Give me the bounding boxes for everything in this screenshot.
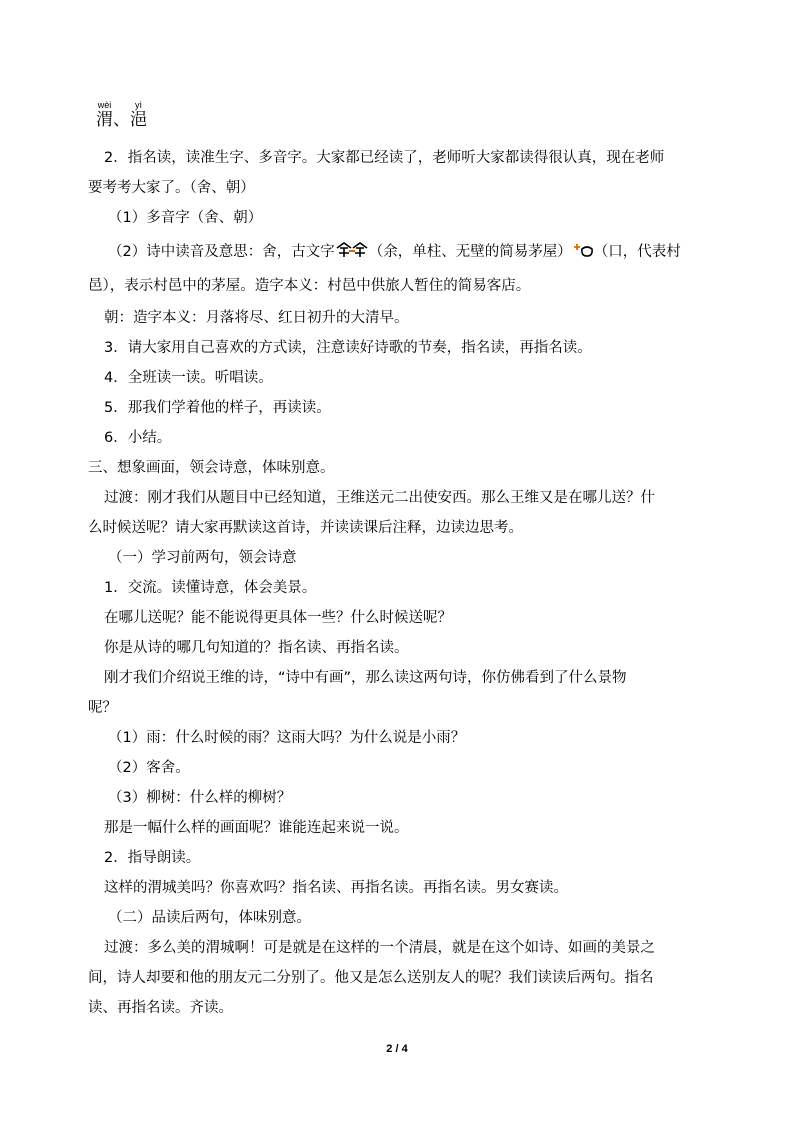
paragraph-line: （1）多音字（舍、朝） bbox=[108, 210, 263, 226]
paragraph-line: 2．指导朗读。 bbox=[104, 850, 201, 866]
paragraph-line: 5．那我们学着他的样子，再读读。 bbox=[104, 400, 331, 416]
paragraph-line: （2）客舍。 bbox=[108, 760, 190, 776]
ancient-glyph-kou-icon bbox=[572, 241, 594, 265]
paragraph-line: 朝：造字本义：月落将尽、红日初升的大清早。 bbox=[104, 310, 409, 326]
paragraph-line: （3）柳树：什么样的柳树？ bbox=[108, 790, 292, 806]
paragraph-line: 么时候送呢？请大家再默读这首诗，并读读课后注释，边读边思考。 bbox=[88, 520, 523, 536]
text-segment: （2）诗中读音及意思：舍，古文字 bbox=[108, 244, 335, 260]
paragraph-line: 读、再指名读。齐读。 bbox=[88, 1000, 233, 1016]
separator: 、 bbox=[113, 110, 130, 130]
char-yi: 浥yì bbox=[130, 100, 147, 130]
text-segment: （余，单柱、无壁的简易茅屋） bbox=[368, 244, 572, 260]
paragraph-line bbox=[108, 241, 681, 265]
paragraph-line: 间，诗人却要和他的朋友元二分别了。他又是怎么送别友人的呢？我们读读后两句。指名 bbox=[88, 970, 654, 986]
paragraph-line: 刚才我们介绍说王维的诗，“诗中有画”，那么读这两句诗，你仿佛看到了什么景物 bbox=[104, 670, 627, 686]
ancient-glyph-she-icon bbox=[335, 241, 369, 265]
subsection-heading: （一）学习前两句，领会诗意 bbox=[108, 550, 297, 566]
subsection-heading: （二）品读后两句，体味别意。 bbox=[108, 910, 311, 926]
paragraph-line: 在哪儿送呢？能不能说得更具体一些？什么时候送呢？ bbox=[104, 610, 452, 626]
paragraph-line: 3．请大家用自己喜欢的方式读，注意读好诗歌的节奏，指名读，再指名读。 bbox=[104, 340, 592, 356]
paragraph-line: 4．全班读一读。听唱读。 bbox=[104, 370, 273, 386]
paragraph-line: 1．交流。读懂诗意，体会美景。 bbox=[104, 580, 317, 596]
section-heading: 三、想象画面，领会诗意，体味别意。 bbox=[88, 460, 335, 476]
paragraph-line: 2．指名读，读准生字、多音字。大家都已经读了，老师听大家都读得很认真，现在老师 bbox=[104, 150, 665, 166]
paragraph-line: 那是一幅什么样的画面呢？谁能连起来说一说。 bbox=[104, 820, 409, 836]
paragraph-line: 过渡：多么美的渭城啊！可是就是在这样的一个清晨，就是在这个如诗、如画的美景之 bbox=[104, 940, 655, 956]
text-segment: （口，代表村 bbox=[593, 244, 681, 260]
paragraph-line: 6．小结。 bbox=[104, 430, 172, 446]
paragraph-line: 过渡：刚才我们从题目中已经知道，王维送元二出使安西。那么王维又是在哪儿送？什 bbox=[104, 490, 655, 506]
paragraph-line: （1）雨：什么时候的雨？这雨大吗？为什么说是小雨？ bbox=[108, 730, 466, 746]
paragraph-line: 呢？ bbox=[88, 700, 117, 716]
paragraph-line: 要考考大家了。（舍、朝） bbox=[88, 180, 255, 196]
char-wei: 渭wèi bbox=[96, 100, 113, 130]
paragraph-line: 邑），表示村邑中的茅屋。造字本义：村邑中供旅人暂住的简易客店。 bbox=[88, 278, 531, 294]
paragraph-line: 你是从诗的哪几句知道的？指名读、再指名读。 bbox=[104, 640, 409, 656]
page-number: 2 / 4 bbox=[386, 1043, 408, 1055]
paragraph-line: 这样的渭城美吗？你喜欢吗？指名读、再指名读。再指名读。男女赛读。 bbox=[104, 880, 568, 896]
pinyin-heading bbox=[96, 101, 147, 130]
